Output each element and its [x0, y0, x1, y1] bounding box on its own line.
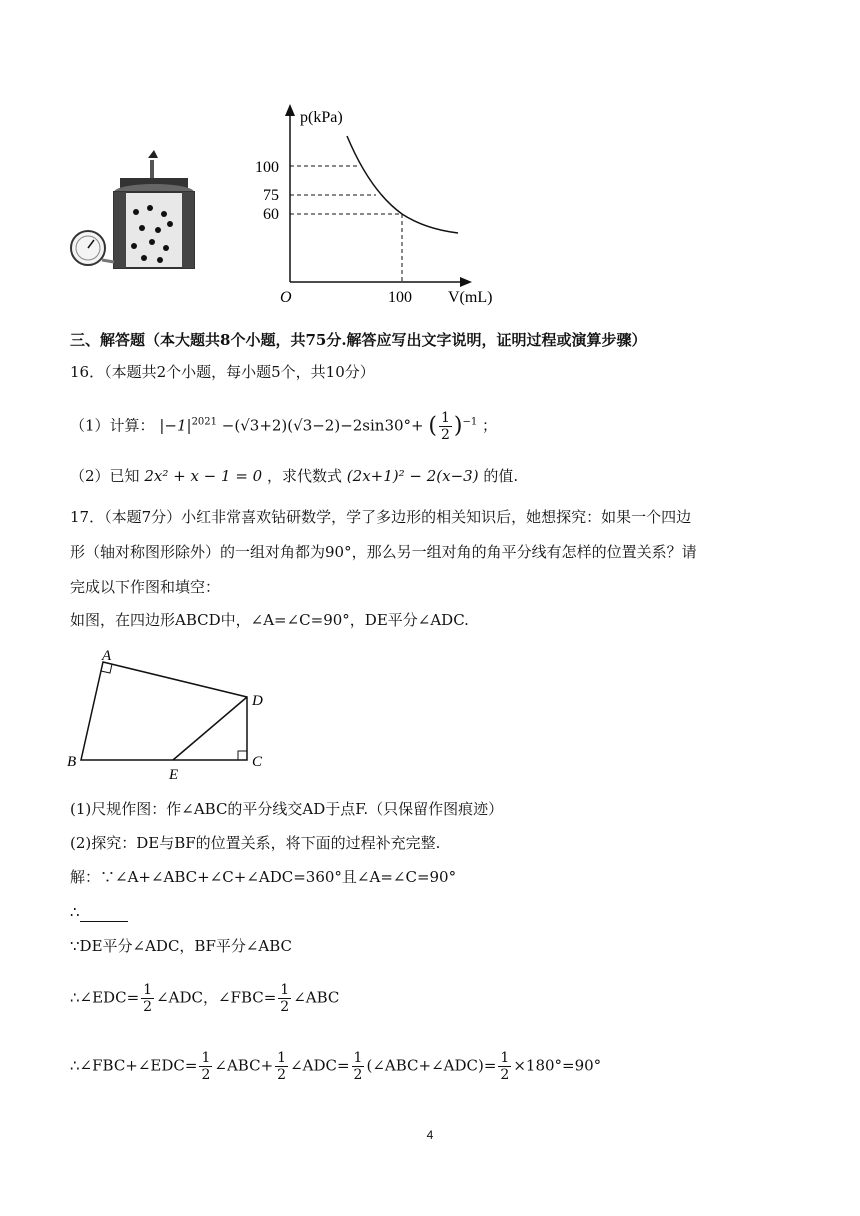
half-num: 1	[500, 1050, 510, 1066]
q16-p1-end: ；	[482, 416, 498, 435]
sol5-a: ∴∠FBC+∠EDC=	[70, 1056, 198, 1075]
half-frac-6	[498, 1050, 511, 1083]
q16-p1-expr: −(√3+2)(√3−2)−2sin30°+	[221, 416, 424, 435]
q17-part2: (2)探究：DE与BF的位置关系，将下面的过程补充完整.	[70, 834, 441, 852]
q16-p1-prefix: （1）计算：	[70, 416, 155, 435]
sol5-d: (∠ABC+∠ADC)=	[366, 1056, 497, 1075]
q17-sol2	[70, 902, 128, 922]
x-tick-100: 100	[388, 289, 412, 306]
q16-p2-expr: (2x+1)² − 2(x−3)	[346, 467, 479, 485]
half-frac-1	[141, 982, 154, 1015]
q16-header: 16．（本题共2个小题，每小题5个，共10分）	[70, 363, 375, 381]
q16-p1-exp: 2021	[191, 416, 218, 428]
half-num: 1	[353, 1050, 363, 1066]
vertex-e: E	[169, 767, 179, 782]
half-den: 2	[500, 1067, 510, 1083]
half-num: 1	[201, 1050, 211, 1066]
q16-p1-frac-num: 1	[441, 410, 450, 426]
q16-p2-mid: ，求代数式	[267, 467, 343, 485]
half-den: 2	[201, 1067, 211, 1083]
q16-p1-frac	[439, 410, 452, 443]
q17-sol1: 解：∵∠A+∠ABC+∠C+∠ADC=360°且∠A=∠C=90°	[70, 868, 457, 886]
section-heading: 三、解答题（本大题共8个小题，共75分.解答应写出文字说明，证明过程或演算步骤）	[70, 331, 647, 349]
y-tick-60: 60	[263, 206, 279, 223]
q16-p1-lparen: (	[428, 413, 437, 439]
sol5-c: ∠ADC=	[290, 1056, 350, 1075]
half-frac-2	[278, 982, 291, 1015]
q16-p2-end: 的值.	[483, 467, 519, 485]
y-axis-label: p(kPa)	[300, 109, 343, 126]
q16-p2-prefix: （2）已知	[70, 467, 140, 485]
q16-p1-rparen: )	[453, 413, 463, 439]
pressure-volume-graph	[250, 96, 520, 311]
vertex-c: C	[252, 754, 263, 770]
q17-line1: 17．（本题7分）小红非常喜欢钻研数学，学了多边形的相关知识后，她想探究：如果一个四边	[70, 508, 692, 526]
y-tick-75: 75	[263, 187, 279, 204]
q17-sol5	[70, 1050, 601, 1083]
half-num: 1	[143, 982, 153, 998]
half-frac-3	[199, 1050, 212, 1083]
half-frac-5	[352, 1050, 365, 1083]
y-tick-100: 100	[255, 159, 279, 176]
origin-label: O	[280, 289, 292, 306]
half-den: 2	[277, 1067, 287, 1083]
vertex-a: A	[102, 648, 112, 664]
q17-sol3: ∵DE平分∠ADC，BF平分∠ABC	[70, 937, 293, 955]
q17-part1: (1)尺规作图：作∠ABC的平分线交AD于点F.（只保留作图痕迹）	[70, 800, 504, 818]
q17-line3: 完成以下作图和填空：	[70, 578, 221, 596]
half-den: 2	[143, 999, 153, 1015]
q16-p1-frac-den: 2	[441, 427, 450, 443]
sol5-b: ∠ABC+	[214, 1056, 274, 1075]
q16-p2-cond: 2x² + x − 1 = 0	[144, 467, 263, 485]
half-frac-4	[275, 1050, 288, 1083]
q16-part2	[70, 466, 518, 486]
vertex-d: D	[252, 693, 263, 709]
page-number: 4	[426, 1128, 434, 1142]
half-num: 1	[280, 982, 290, 998]
sol2-therefore: ∴	[70, 903, 80, 921]
q16-p1-neg-exp: −1	[462, 416, 478, 428]
q17-line4: 如图，在四边形ABCD中，∠A=∠C=90°，DE平分∠ADC.	[70, 611, 469, 629]
quadrilateral-figure	[62, 642, 282, 782]
q16-p1-abs: |−1|	[159, 416, 192, 435]
x-axis-label: V(mL)	[448, 289, 493, 306]
sol5-e: ×180°=90°	[513, 1056, 602, 1075]
half-num: 1	[277, 1050, 287, 1066]
q16-part1	[70, 410, 497, 443]
sol4-a: ∴∠EDC=	[70, 988, 140, 1007]
half-den: 2	[353, 1067, 363, 1083]
sol4-b: ∠ADC，∠FBC=	[156, 988, 277, 1007]
answer-blank[interactable]	[80, 907, 128, 922]
half-den: 2	[280, 999, 290, 1015]
q17-line2: 形（轴对称图形除外）的一组对角都为90°，那么另一组对角的角平分线有怎样的位置关系？请	[70, 543, 697, 561]
vertex-b: B	[67, 754, 77, 770]
sol4-c: ∠ABC	[293, 988, 340, 1007]
q17-sol4	[70, 982, 339, 1015]
piston-cylinder-figure	[66, 150, 196, 275]
